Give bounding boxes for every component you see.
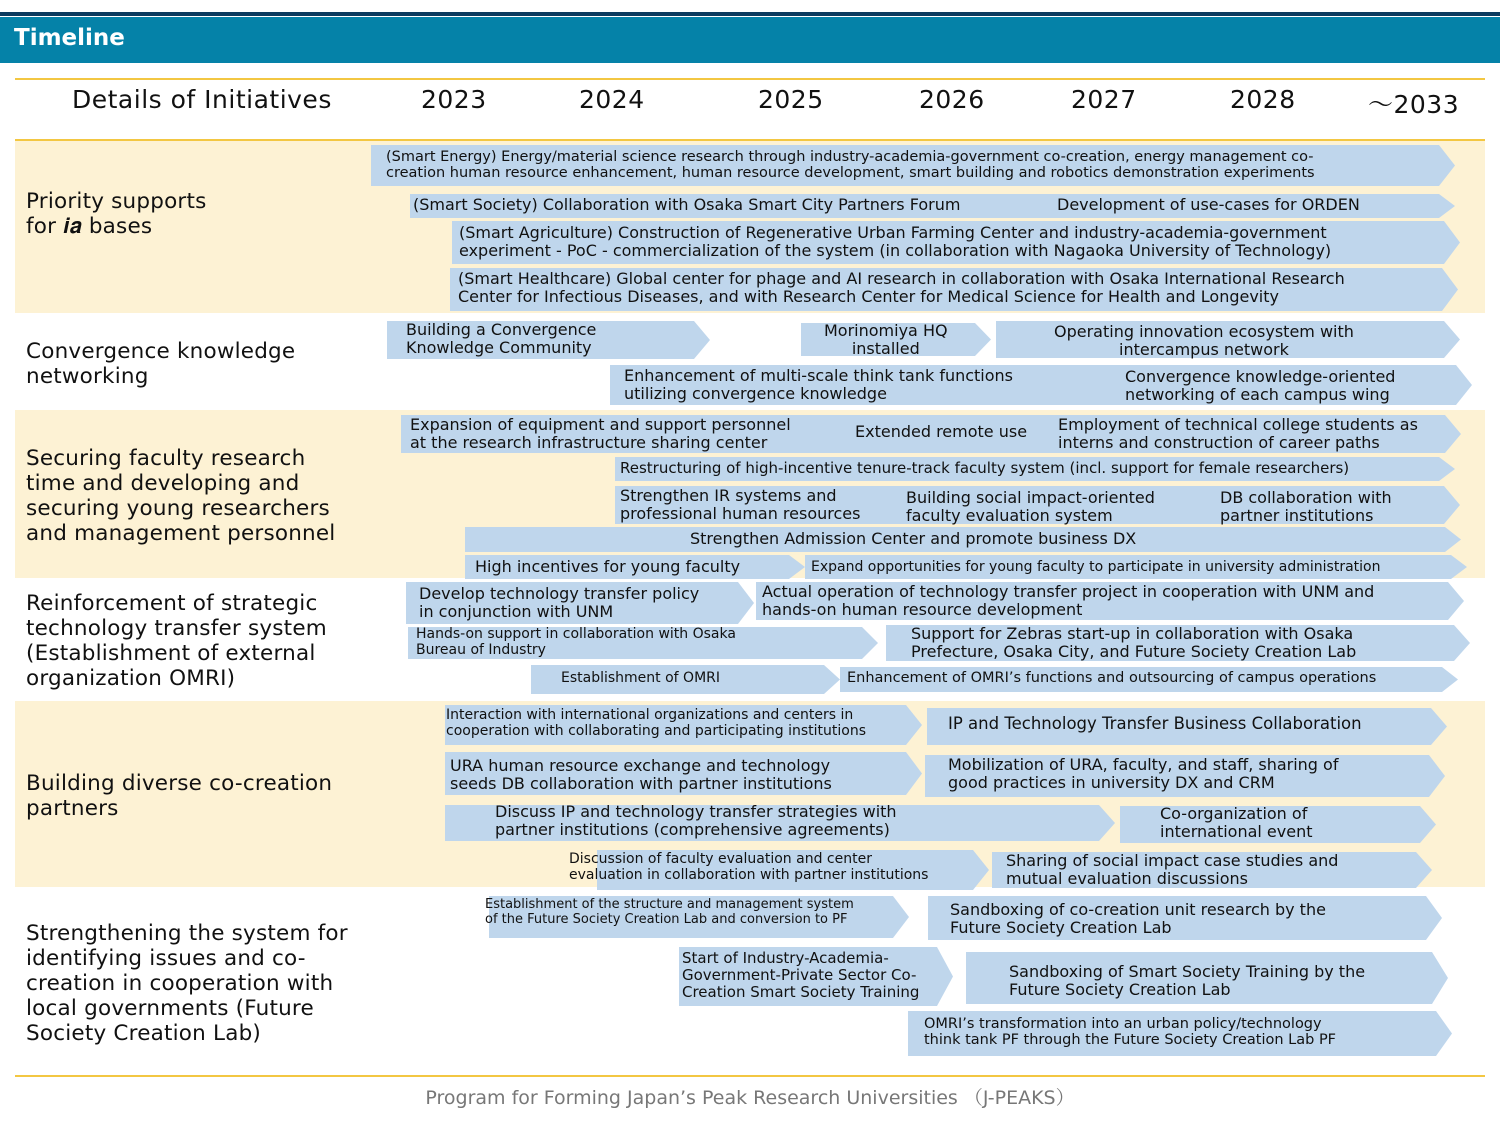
bar-label: Establishment of the structure and management system of the Future Society Creation Lab and conversion to PF xyxy=(485,897,854,927)
section-label-co-creation-partners: Building diverse co-creation partners xyxy=(26,771,333,821)
footer-text: Program for Forming Japan’s Peak Research Universities （J-PEAKS） xyxy=(425,1087,1075,1109)
bar-label: High incentives for young faculty xyxy=(475,557,741,576)
page-title: Timeline xyxy=(14,25,125,51)
bar-label: Building a Convergence Knowledge Community xyxy=(406,320,597,357)
bar-label: Hands-on support in collaboration with Osaka Bureau of Industry xyxy=(416,626,736,658)
bar-label: Morinomiya HQ installed xyxy=(824,321,948,358)
section-label-convergence-networking: Convergence knowledge networking xyxy=(26,339,296,389)
bar-label: Establishment of OMRI xyxy=(561,670,721,686)
bar-label: URA human resource exchange and technology seeds DB collaboration with partner institutions xyxy=(450,756,832,793)
bar-label: Strengthen IR systems and professional human resources xyxy=(620,486,861,523)
divider xyxy=(15,78,1485,80)
year-2023: 2023 xyxy=(421,85,487,114)
bar-label: Actual operation of technology transfer project in cooperation with UNM and hands-on human resource development xyxy=(762,582,1375,619)
bar-label: Extended remote use xyxy=(855,422,1028,441)
bar-label: DB collaboration with partner institutions xyxy=(1220,488,1392,525)
bar-label: OMRI’s transformation into an urban policy/technology think tank PF through the Future Society Creation Lab PF xyxy=(924,1016,1337,1049)
bar-label: Building social impact-oriented faculty evaluation system xyxy=(906,488,1155,525)
year-2027: 2027 xyxy=(1071,85,1137,114)
bar-label: Operating innovation ecosystem with intercampus network xyxy=(1054,322,1354,359)
bar-label: (Smart Energy) Energy/material science research through industry-academia-government co-creation, energy management co- creation human resource enhancement, human resource development, smart building and robotics demonstration experiments xyxy=(386,149,1315,182)
column-header-details: Details of Initiatives xyxy=(72,85,332,114)
bar-label: (Smart Healthcare) Global center for phage and AI research in collaboration with Osaka International Research Center for Infectious Diseases, and with Research Center for Medical Science for Health and Longevity xyxy=(458,269,1345,306)
bar-label: Discussion of faculty evaluation and center evaluation in collaboration with partner institutions xyxy=(569,851,929,883)
bar-label: Discuss IP and technology transfer strategies with partner institutions (comprehensive agreements) xyxy=(495,802,897,839)
bar-label: Support for Zebras start-up in collaboration with Osaka Prefecture, Osaka City, and Future Society Creation Lab xyxy=(911,624,1357,661)
bar-label: Strengthen Admission Center and promote business DX xyxy=(690,529,1137,548)
bar-label: Sandboxing of Smart Society Training by the Future Society Creation Lab xyxy=(1009,962,1366,999)
bar-label: Sharing of social impact case studies and mutual evaluation discussions xyxy=(1006,851,1339,888)
bar-label: Expand opportunities for young faculty to participate in university administration xyxy=(811,559,1381,575)
section-label-priority-supports: Priority supports for 𝒊𝒂 bases xyxy=(26,189,207,239)
top-rule xyxy=(0,12,1500,16)
year-2025: 2025 xyxy=(758,85,824,114)
section-label-securing-faculty: Securing faculty research time and developing and securing young researchers and management personnel xyxy=(26,446,336,546)
year-2028: 2028 xyxy=(1230,85,1296,114)
bar-label: Start of Industry-Academia- Government-Private Sector Co- Creation Smart Society Training xyxy=(682,949,920,1001)
bar-label: Sandboxing of co-creation unit research by the Future Society Creation Lab xyxy=(950,900,1326,937)
bar-label: (Smart Agriculture) Construction of Regenerative Urban Farming Center and industry-academia-government experiment - PoC - commercialization of the system (in collaboration with Nagaoka University of Technology) xyxy=(459,223,1332,260)
section-label-technology-transfer: Reinforcement of strategic technology transfer system (Establishment of external organization OMRI) xyxy=(26,591,327,691)
divider xyxy=(15,1075,1485,1077)
bar-label: Enhancement of multi-scale think tank functions utilizing convergence knowledge xyxy=(624,366,1014,403)
bar-label: Employment of technical college students as interns and construction of career paths xyxy=(1058,415,1418,452)
bar-label: Mobilization of URA, faculty, and staff, sharing of good practices in university DX and CRM xyxy=(948,755,1339,792)
year-2026: 2026 xyxy=(919,85,985,114)
bar-label: Convergence knowledge-oriented networking of each campus wing xyxy=(1125,367,1396,404)
section-label-local-governments: Strengthening the system for identifying issues and co- creation in cooperation with local governments (Future Society Creation Lab) xyxy=(26,921,348,1046)
bar-label: Interaction with international organizations and centers in cooperation with collaborating and participating institutions xyxy=(446,707,867,739)
bar-label: Expansion of equipment and support personnel at the research infrastructure sharing center xyxy=(410,415,791,452)
bar-label: Co-organization of international event xyxy=(1160,804,1313,841)
year-2033: ～2033 xyxy=(1368,90,1460,119)
bar-label: (Smart Society) Collaboration with Osaka Smart City Partners Forum xyxy=(413,195,961,214)
bar-label: Enhancement of OMRI’s functions and outsourcing of campus operations xyxy=(847,670,1377,686)
bar-label: Develop technology transfer policy in conjunction with UNM xyxy=(419,584,700,621)
year-2024: 2024 xyxy=(579,85,645,114)
bar-label: Development of use-cases for ORDEN xyxy=(1057,195,1360,214)
bar-label: IP and Technology Transfer Business Collaboration xyxy=(948,714,1362,733)
title-bar xyxy=(0,17,1500,63)
bar-label: Restructuring of high-incentive tenure-track faculty system (incl. support for female researchers) xyxy=(620,459,1350,477)
